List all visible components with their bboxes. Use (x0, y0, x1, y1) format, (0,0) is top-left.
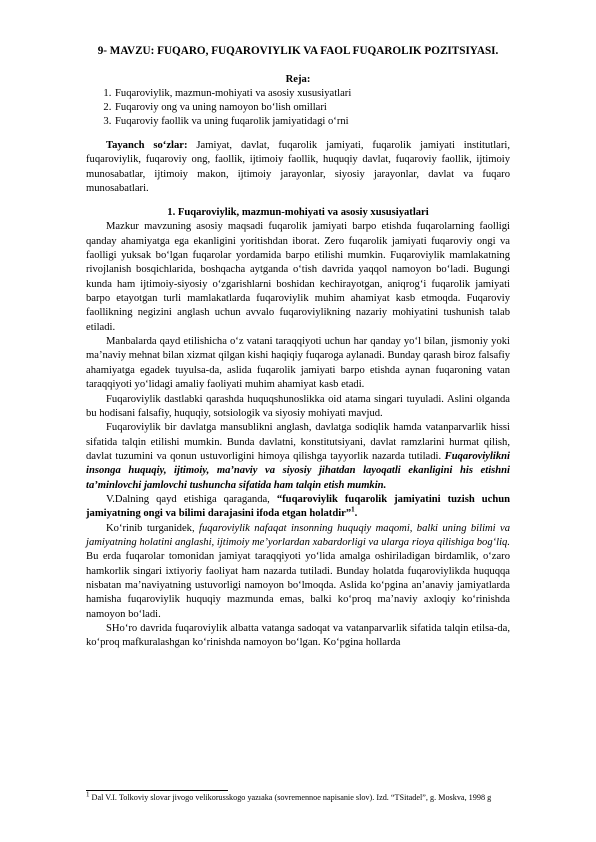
footnote-ref: 1 (351, 505, 355, 514)
plan-item: 2. Fuqaroviy ong va uning namoyon bo‘lish omillari (114, 101, 510, 115)
plan-item: 1. Fuqaroviylik, mazmun-mohiyati va asosiy xususiyatlari (114, 87, 510, 101)
plan-heading: Reja: (285, 74, 311, 85)
paragraph-5-text: V.Dalning qayd etishiga qaraganda, (106, 493, 277, 505)
paragraph-5 (86, 493, 510, 522)
page-title: 9- MAVZU: FUQARO, FUQAROVIYLIK VA FAOL FUQAROLIK POZITSIYASI. (97, 45, 499, 57)
footnote-divider (86, 790, 228, 791)
paragraph-3: Fuqaroviylik dastlabki qarashda huquqshunoslikka oid atama singari tuyuladi. Aslini olganda bu hodisani falsafiy, huquqiy, sotsiologik va siyosiy mohiyati mavjud. (86, 393, 510, 419)
keywords-label: Tayanch so‘zlar: (106, 140, 188, 151)
keywords-paragraph (86, 139, 510, 196)
paragraph-6-text-start: Ko‘rinib turganidek, (106, 522, 200, 534)
plan-list (86, 87, 510, 129)
footnote-marker: 1 (86, 790, 90, 799)
section-title: 1. Fuqaroviylik, mazmun-mohiyati va asosiy xususiyatlari (167, 207, 429, 219)
plan-item: 3. Fuqaroviy faollik va uning fuqarolik jamiyatidagi o‘rni (114, 115, 510, 129)
footnote (86, 792, 510, 804)
footnote-text: Dal V.I. Tolkoviy slovar jivogo velikorusskogo yazıaka (sovremennoe napisanie slov). Izd. “TSitadel”, g. Moskva, 1998 g (89, 793, 492, 802)
keywords-text: Jamiyat, davlat, fuqarolik jamiyati, fuqarolik jamiyati institutlari, fuqaroviylik, fuqaroviy ong, faollik, ijtimoiy faollik, huquqiy davlat, fuqaroviy faollik, ijtimoiy munosabatlar, ijtimoiy makon, ijtimoiy jarayonlar, siyosiy jarayonlar, davlat va fuqaro munosabatlari. (86, 140, 510, 195)
paragraph-6-text-end: Bu erda fuqarolar tomonidan jamiyat taraqqiyoti yo‘lida amalga oshiriladigan birdamlik, o‘zaro hamkorlik singari ixtiyoriy faoliyat ham nazarda tutiladi. Bunday holatda fuqaroviylikda huquqqa nisbatan ma’naviyatning ustuvorligi namoyon bo‘lmoqda. Aslida ko‘pgina an’anaviy jamiyatlarda hamisha fuqaroviylik huquqiy mazmunda emas, balki ko‘proq ma’naviy axloqiy ko‘rinishda namoyon bo‘ladi. (86, 551, 510, 620)
paragraph-6 (86, 522, 510, 622)
paragraph-2: Manbalarda qayd etilishicha o‘z vatani taraqqiyoti uchun har qanday yo‘l bilan, jismoniy yoki ma’naviy mehnat bilan xizmat qilgan kishi haqiqiy fuqaroga aylanadi. Bunday qarash biroz falsafiy ahamiyatga egadek tuyulsa-da, aslida fuqarolik jamiyati barpo etishda aynan fuqaroning vatan taraqqiyoti yo‘lidagi amaliy faoliyati muhim ahamiyat kasb etadi. (86, 336, 510, 391)
document-page (86, 44, 510, 651)
paragraph-4 (86, 421, 510, 493)
paragraph-5-end: . (354, 508, 358, 520)
paragraph-4-emphasis: Fuqaroviylikni insonga huquqiy, ijtimoiy, ma’naviy va siyosiy jihatdan layoqatli ekanligini his etishni ta’minlovchi jamlovchi tushuncha sifatida ham talqin etish mumkin. (86, 450, 510, 491)
paragraph-4-text: Fuqaroviylik bir davlatga mansublikni anglash, davlatga sodiqlik hamda vatanparvarlik hissi sifatida talqin etilishi mumkin. Bunda davlatni, konstitutsiyani, davlat ramzlarini hurmat qilish, davlat tuzumini va qonun ustuvorligini himoya qilishga tayyorlik nazarda tutiladi. (86, 422, 510, 462)
paragraph-7: SHo‘ro davrida fuqaroviylik albatta vatanga sadoqat va vatanparvarlik sifatida talqin etilsa-da, ko‘proq mafkuralashgan ko‘rinishda namoyon bo‘lgan. Ko‘pgina hollarda (86, 623, 510, 649)
paragraph-5-quote: “fuqaroviylik fuqarolik jamiyatini tuzish uchun jamiyatning ongi va bilimi darajasini ifoda etgan holatdir” (86, 493, 510, 520)
paragraph-6-italic: fuqaroviylik nafaqat insonning huquqiy maqomi, balki uning bilimi va jamiyatning holatini anglashi, ijtimoiy me’yorlardan xabardorligi va ularga rioya qilishiga bog‘liq. (86, 522, 510, 548)
paragraph-1: Mazkur mavzuning asosiy maqsadi fuqarolik jamiyati barpo etishda fuqarolarning faolligi qanday ahamiyatga ega ekanligini yoritishdan iborat. Zero fuqarolik jamiyati fuqaroviy ongi va faolligi yuksak bo‘lgan fuqarolar yordamida barpo etilishi mumkin. Fuqaroviylik mamlakatning rivojlanish bosqichlarida, boshqacha aytganda o‘tish davrida yaqqol namoyon bo‘ladi. Bugungi kunda ham ijtimoiy-siyosiy o‘zgarishlarni boshidan kechirayotgan, aniqrog‘i fuqarolik jamiyati barpo etayotgan turli mamlakatlarda fuqaroviylik muhim ahamiyat kasb etmoqda. Fuqaroviy faollikning negizini anglash uchun avvalo fuqaroviylikning nazariy mohiyatini tushunish talab etiladi. (86, 221, 510, 333)
